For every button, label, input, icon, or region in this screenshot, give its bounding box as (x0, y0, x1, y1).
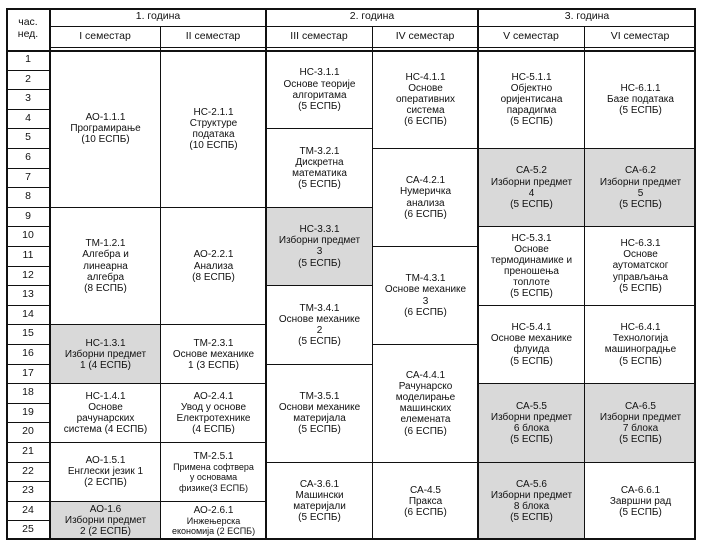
course-block (585, 384, 696, 461)
course-code: ТМ-4.3.1 (405, 273, 446, 285)
course-text-line: (6 ЕСПБ) (404, 306, 447, 318)
course-text-line: Алгебра и (82, 249, 129, 261)
course-text-line: преношења (504, 266, 559, 278)
course-block (51, 325, 160, 383)
course-text-line: Увод у основе (180, 401, 247, 413)
course-text-line: 3 (422, 295, 429, 307)
grid-line (6, 383, 50, 384)
grid-line (372, 246, 478, 247)
course-block (267, 463, 372, 540)
grid-line (6, 89, 50, 90)
course-text-line: 1 (4 ЕСПБ) (80, 359, 131, 371)
course-text-line: 7 блока (622, 422, 659, 434)
course-code: НС-1.4.1 (85, 390, 126, 402)
course-code: АО-2.6.1 (193, 505, 234, 517)
course-text-line: Пракса (408, 495, 443, 507)
grid-line (160, 26, 161, 540)
grid-line (50, 26, 696, 27)
course-text-line: (8 ЕСПБ) (192, 271, 235, 283)
grid-line (6, 344, 50, 345)
grid-line (6, 50, 696, 52)
course-block (373, 345, 478, 462)
grid-line (584, 26, 585, 540)
week-row-number: 15 (22, 327, 34, 340)
course-code: АО-1.6 (89, 504, 122, 516)
grid-line (266, 128, 372, 129)
course-text-line: физике(3 ЕСПБ) (178, 482, 248, 493)
course-text-line: машинских (399, 403, 452, 415)
grid-line (6, 462, 50, 463)
course-text-line: Изборни предмет (599, 411, 682, 423)
grid-line (6, 187, 50, 188)
course-text-line: (5 ЕСПБ) (298, 100, 341, 112)
grid-line (6, 285, 50, 286)
course-code: ТМ-3.2.1 (299, 145, 340, 157)
course-text-line: (5 ЕСПБ) (619, 105, 662, 117)
course-code: АО-2.2.1 (193, 249, 234, 261)
course-code: СА-4.2.1 (405, 175, 446, 187)
course-code: ТМ-2.3.1 (193, 337, 234, 349)
course-text-line: (5 ЕСПБ) (510, 116, 553, 128)
hours-label-line: нед. (17, 28, 39, 40)
course-text-line: (5 ЕСПБ) (298, 424, 341, 436)
grid-line (6, 305, 50, 306)
course-text-line: моделирање (395, 392, 456, 404)
course-code: АО-2.4.1 (193, 390, 234, 402)
course-text-line: парадигма (506, 105, 557, 117)
grid-line (372, 462, 478, 463)
semester-header: IV семестар (395, 29, 455, 42)
course-text-line: топлоте (513, 277, 550, 289)
course-code: АО-1.5.1 (85, 455, 126, 467)
grid-line (49, 8, 51, 540)
course-block (373, 149, 478, 246)
course-text-line: линеарна (83, 260, 128, 272)
course-block (51, 384, 160, 442)
grid-line (372, 344, 478, 345)
course-block (161, 208, 266, 325)
grid-line (266, 364, 372, 365)
course-block (161, 325, 266, 383)
course-block (479, 51, 584, 148)
course-text-line: (5 ЕСПБ) (298, 257, 341, 269)
course-code: ТМ-3.5.1 (299, 390, 340, 402)
grid-line (160, 501, 266, 502)
semester-header: VI семестар (610, 29, 670, 42)
week-row-number: 25 (22, 523, 34, 536)
course-code: СА-4.5 (410, 484, 441, 496)
course-code: СА-5.6 (516, 478, 547, 490)
grid-line (6, 442, 50, 443)
course-text-line: Основе (408, 82, 443, 94)
grid-line (160, 442, 266, 443)
grid-line (160, 324, 266, 325)
course-block (479, 384, 584, 461)
course-text-line: (5 ЕСПБ) (510, 288, 553, 300)
course-block (479, 149, 584, 226)
grid-line (6, 520, 50, 521)
grid-line (265, 8, 267, 540)
course-text-line: алгебра (86, 271, 125, 283)
hours-per-week-header (6, 8, 50, 50)
week-row-number: 14 (22, 307, 34, 320)
course-text-line: Програмирање (70, 123, 141, 135)
course-text-line: Изборни предмет (490, 176, 573, 188)
course-block (51, 502, 160, 540)
week-row-number: 13 (22, 288, 34, 301)
grid-line (6, 501, 50, 502)
course-code: НС-5.3.1 (511, 232, 552, 244)
course-text-line: Дискретна (295, 156, 344, 168)
course-text-line: (5 ЕСПБ) (298, 336, 341, 348)
grid-line (584, 226, 696, 227)
grid-line (160, 383, 266, 384)
course-text-line: Основе теорије (283, 78, 356, 90)
week-row-number: 19 (22, 405, 34, 418)
week-row-number: 3 (25, 92, 31, 105)
course-block (161, 443, 266, 501)
week-row-number: 21 (22, 444, 34, 457)
course-text-line: Основе (514, 243, 549, 255)
course-code: СА-4.4.1 (405, 369, 446, 381)
grid-line (50, 383, 160, 384)
course-code: НС-3.3.1 (299, 224, 340, 236)
week-row-number: 10 (22, 229, 34, 242)
year-header: 3. година (564, 10, 610, 23)
grid-line (6, 207, 50, 208)
course-text-line: Основе механике (278, 313, 361, 325)
grid-line (50, 324, 160, 325)
course-text-line: (6 ЕСПБ) (404, 208, 447, 220)
grid-line (6, 422, 50, 423)
week-row-number: 6 (25, 150, 31, 163)
course-text-line: (5 ЕСПБ) (510, 355, 553, 367)
grid-line (160, 207, 266, 208)
week-row-number: 9 (25, 209, 31, 222)
course-block (267, 208, 372, 285)
week-row-number: 23 (22, 484, 34, 497)
course-text-line: (10 ЕСПБ) (189, 140, 238, 152)
grid-line (50, 501, 160, 502)
course-text-line: Основе механике (384, 284, 467, 296)
course-text-line: материјала (293, 413, 346, 425)
course-text-line: података (192, 128, 235, 140)
grid-line (478, 305, 584, 306)
course-block (373, 51, 478, 148)
course-code: НС-3.1.1 (299, 67, 340, 79)
week-row-number: 1 (25, 52, 31, 65)
course-text-line: Електротехнике (176, 413, 251, 425)
course-text-line: (5 ЕСПБ) (298, 179, 341, 191)
course-code: СА-5.2 (516, 165, 547, 177)
course-text-line: 3 (316, 246, 323, 258)
grid-line (584, 383, 696, 384)
course-block (161, 384, 266, 442)
course-code: ТМ-3.4.1 (299, 302, 340, 314)
course-block (267, 286, 372, 363)
grid-line (478, 383, 584, 384)
course-text-line: флуида (513, 344, 550, 356)
grid-line (6, 109, 50, 110)
week-row-number: 12 (22, 268, 34, 281)
course-code: НС-1.3.1 (85, 337, 126, 349)
course-code: СА-6.6.1 (620, 484, 661, 496)
course-text-line: (6 ЕСПБ) (404, 506, 447, 518)
course-text-line: Основе (623, 249, 658, 261)
course-block (479, 306, 584, 383)
course-block (51, 443, 160, 501)
course-code: НС-5.4.1 (511, 322, 552, 334)
course-text-line: Основе механике (172, 348, 255, 360)
course-text-line: (5 ЕСПБ) (510, 434, 553, 446)
course-text-line: оријентисана (500, 93, 563, 105)
grid-line (6, 70, 50, 71)
grid-line (6, 226, 50, 227)
course-text-line: (5 ЕСПБ) (510, 512, 553, 524)
course-block (51, 51, 160, 207)
course-block (161, 502, 266, 540)
course-text-line: Базе података (607, 93, 674, 105)
grid-line (50, 47, 696, 48)
course-text-line: Изборни предмет (599, 176, 682, 188)
course-block (479, 463, 584, 540)
grid-line (477, 8, 479, 540)
week-row-number: 20 (22, 425, 34, 438)
grid-line (372, 148, 478, 149)
course-text-line: (8 ЕСПБ) (84, 282, 127, 294)
course-text-line: алгоритама (292, 89, 347, 101)
course-code: НС-5.1.1 (511, 71, 552, 83)
course-text-line: Основи механике (278, 401, 361, 413)
year-header: 2. година (349, 10, 395, 23)
grid-line (478, 148, 584, 149)
grid-line (6, 266, 50, 267)
course-text-line: 5 (637, 187, 644, 199)
course-text-line: оперативних (395, 93, 456, 105)
grid-line (6, 538, 696, 540)
course-text-line: Структуре (189, 117, 238, 129)
grid-line (372, 26, 373, 540)
course-block (51, 208, 160, 325)
grid-line (6, 364, 50, 365)
course-text-line: (5 ЕСПБ) (619, 434, 662, 446)
course-block (161, 51, 266, 207)
course-text-line: Основе (88, 401, 123, 413)
course-code: НС-6.4.1 (620, 322, 661, 334)
grid-line (266, 207, 372, 208)
grid-line (694, 8, 696, 540)
course-block (373, 247, 478, 344)
course-text-line: Основе механике (490, 333, 573, 345)
course-text-line: Машински (295, 490, 344, 502)
course-text-line: 8 блока (513, 501, 550, 513)
course-text-line: рачунарских (76, 413, 135, 425)
course-text-line: 6 блока (513, 422, 550, 434)
course-block (267, 365, 372, 462)
grid-line (6, 128, 50, 129)
course-text-line: система (406, 105, 445, 117)
course-code: СА-3.6.1 (299, 478, 340, 490)
course-text-line: анализа (406, 197, 445, 209)
course-text-line: елемената (400, 414, 451, 426)
course-block (585, 463, 696, 540)
course-block (585, 306, 696, 383)
course-text-line: (2 ЕСПБ) (84, 477, 127, 489)
course-text-line: (4 ЕСПБ) (192, 424, 235, 436)
week-row-number: 11 (22, 248, 34, 261)
semester-header: II семестар (185, 29, 241, 42)
course-text-line: аутоматског (612, 260, 669, 272)
course-code: ТМ-2.5.1 (193, 451, 234, 463)
course-text-line: Објектно (510, 82, 553, 94)
course-text-line: Инжењерска (186, 516, 241, 527)
course-text-line: математика (292, 168, 347, 180)
course-text-line: (5 ЕСПБ) (510, 198, 553, 210)
grid-line (266, 285, 372, 286)
course-code: НС-4.1.1 (405, 71, 446, 83)
grid-line (584, 305, 696, 306)
semester-header: I семестар (79, 29, 131, 42)
course-text-line: Изборни предмет (64, 348, 147, 360)
course-text-line: (5 ЕСПБ) (619, 355, 662, 367)
grid-line (6, 148, 50, 149)
grid-line (50, 442, 160, 443)
course-text-line: Завршни рад (609, 495, 672, 507)
course-text-line: машиноградње (604, 344, 677, 356)
course-code: ТМ-1.2.1 (85, 238, 126, 250)
course-block (585, 51, 696, 148)
course-text-line: Изборни предмет (490, 411, 573, 423)
course-block (267, 129, 372, 206)
grid-line (6, 8, 8, 540)
course-text-line: Изборни предмет (64, 515, 147, 527)
course-text-line: (6 ЕСПБ) (404, 116, 447, 128)
course-text-line: у основама (189, 472, 238, 483)
grid-line (6, 246, 50, 247)
course-text-line: система (4 ЕСПБ) (63, 424, 148, 436)
week-row-number: 7 (25, 170, 31, 183)
grid-line (584, 148, 696, 149)
grid-line (266, 462, 372, 463)
curriculum-table (6, 8, 696, 540)
course-text-line: Технологија (612, 333, 669, 345)
grid-line (584, 462, 696, 463)
course-block (267, 51, 372, 128)
week-row-number: 16 (22, 346, 34, 359)
semester-header: V семестар (503, 29, 559, 42)
hours-label-line: час. (18, 16, 38, 29)
course-text-line: Изборни предмет (278, 235, 361, 247)
course-text-line: Енглески језик 1 (67, 466, 144, 478)
course-text-line: Нумеричка (399, 186, 452, 198)
course-code: СА-6.5 (625, 400, 656, 412)
week-row-number: 22 (22, 464, 34, 477)
course-text-line: (5 ЕСПБ) (298, 512, 341, 524)
week-row-number: 18 (22, 386, 34, 399)
week-row-number: 2 (25, 72, 31, 85)
semester-header: III семестар (290, 29, 348, 42)
grid-line (6, 8, 696, 10)
grid-line (6, 168, 50, 169)
course-text-line: 2 (2 ЕСПБ) (80, 526, 131, 538)
course-text-line: Изборни предмет (490, 490, 573, 502)
week-row-number: 5 (25, 131, 31, 144)
course-text-line: управљања (612, 271, 669, 283)
course-code: НС-6.1.1 (620, 82, 661, 94)
grid-line (478, 226, 584, 227)
course-code: НС-6.3.1 (620, 238, 661, 250)
course-text-line: Рачунарско (398, 380, 453, 392)
course-text-line: економија (2 ЕСПБ) (171, 526, 256, 537)
course-block (585, 227, 696, 304)
course-block (479, 227, 584, 304)
course-text-line: (5 ЕСПБ) (619, 282, 662, 294)
course-code: СА-6.2 (625, 165, 656, 177)
course-block (373, 463, 478, 540)
course-code: НС-2.1.1 (193, 106, 234, 118)
grid-line (6, 403, 50, 404)
course-code: АО-1.1.1 (85, 112, 126, 124)
course-text-line: (5 ЕСПБ) (619, 506, 662, 518)
grid-line (50, 207, 160, 208)
course-text-line: (6 ЕСПБ) (404, 425, 447, 437)
course-text-line: (5 ЕСПБ) (619, 198, 662, 210)
year-header: 1. година (135, 10, 181, 23)
course-text-line: материјали (293, 501, 346, 513)
course-text-line: Анализа (193, 260, 234, 272)
course-text-line: термодинамике и (490, 254, 573, 266)
week-row-number: 4 (25, 111, 31, 124)
grid-line (6, 324, 50, 325)
course-code: СА-5.5 (516, 400, 547, 412)
course-block (585, 149, 696, 226)
week-row-number: 24 (22, 503, 34, 516)
course-text-line: Примена софтвера (173, 462, 254, 473)
course-text-line: 2 (316, 324, 323, 336)
course-text-line: 1 (3 ЕСПБ) (188, 359, 239, 371)
grid-line (6, 481, 50, 482)
week-row-number: 8 (25, 190, 31, 203)
course-text-line: (10 ЕСПБ) (81, 134, 130, 146)
week-row-number: 17 (22, 366, 34, 379)
course-text-line: 4 (528, 187, 535, 199)
grid-line (478, 462, 584, 463)
